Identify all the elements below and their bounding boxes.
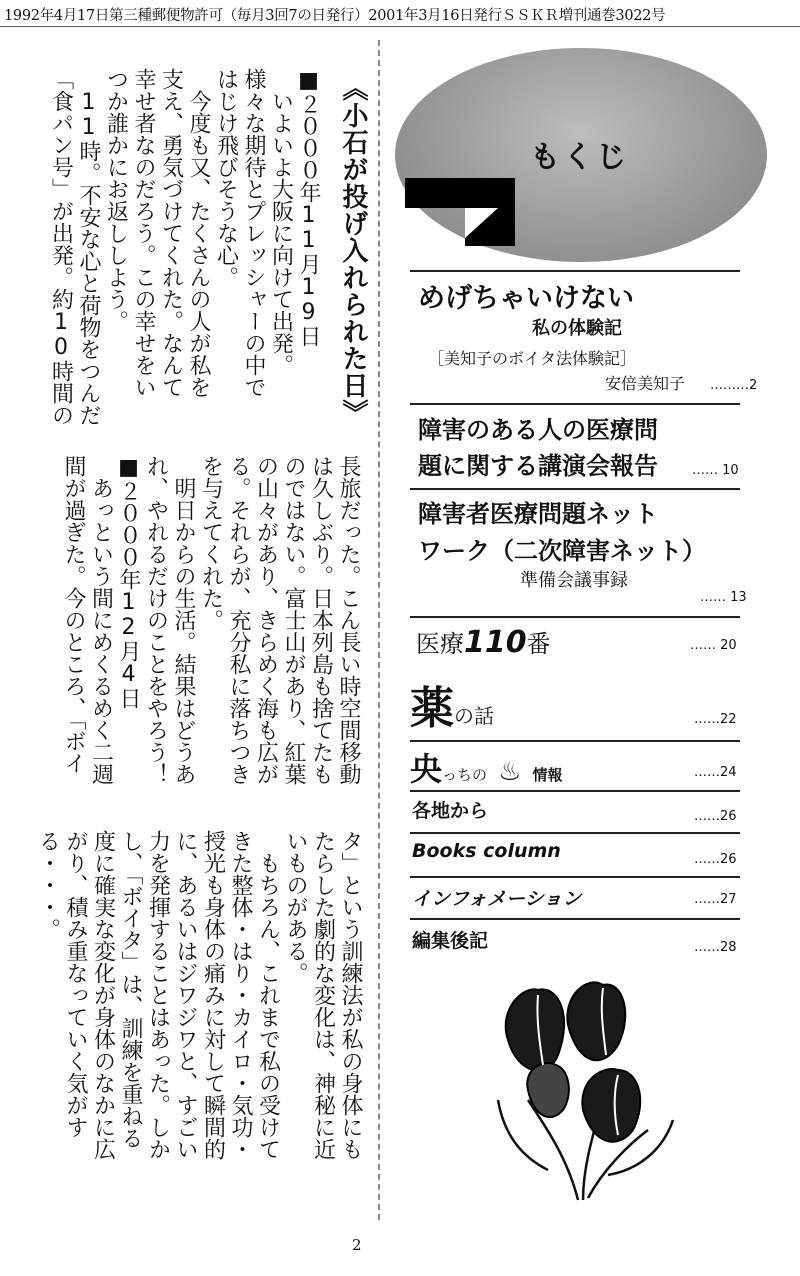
toc-rule xyxy=(410,740,740,742)
toc-logo-icon xyxy=(400,168,525,248)
article-line: 授光も身体の痛みに対して瞬間的 xyxy=(200,830,226,1160)
toc-item-3-title-line1: 障害者医療問題ネット xyxy=(418,500,658,528)
column-divider xyxy=(378,40,380,1220)
toc-item-3-subtitle: 準備会議事録 xyxy=(520,570,628,591)
toc-item-6-title xyxy=(410,744,563,790)
article-body-bottom xyxy=(34,830,364,1190)
article-line: 間が過ぎた。今のところ、「ボイ xyxy=(61,455,86,774)
article-line: がり、積み重なっていく気がす xyxy=(63,830,88,1138)
toc-item-4-page: …… 20 xyxy=(690,638,737,653)
article-title: 《小石が投げ入れられた日》 xyxy=(338,75,368,426)
toc-item-9-title: インフォメーション xyxy=(412,888,582,910)
toc-item-4-title xyxy=(416,624,551,660)
article-line: 支え、勇気づけてくれた。なんて xyxy=(158,68,184,398)
toc-item-1-author: 安倍美知子 xyxy=(605,374,686,393)
article-line: ■２０００年12月4日 xyxy=(116,455,141,709)
article-line: る・・・。 xyxy=(35,830,61,940)
article-line: し、「ボイタ」は、訓練を重ねる xyxy=(118,830,143,1149)
article-line: いよいよ大阪に向けて出発。 xyxy=(268,68,294,376)
article-line: タ」という訓練法が私の身体にも xyxy=(338,830,363,1160)
toc-item-8-title: Books column xyxy=(412,840,561,862)
article-line: 力を発揮することはあった。しか xyxy=(145,830,171,1160)
article-line: 度に確実な変化が身体のなかに広 xyxy=(90,830,116,1160)
toc-item-8-page: ……26 xyxy=(694,852,737,867)
toc-item-6-title-c: 情報 xyxy=(532,766,563,784)
toc-rule xyxy=(410,790,740,792)
toc-item-9-page: ……27 xyxy=(694,892,737,907)
toc-rule xyxy=(410,403,740,405)
toc-item-6-title-b: っちの xyxy=(442,766,488,784)
toc-item-4-title-a: 医療 xyxy=(416,630,464,658)
article-line: れ、やれるだけのことをやろう！ xyxy=(143,455,169,785)
toc-rule xyxy=(410,488,740,490)
toc-item-1-note: ［美知子のボイタ法体験記］ xyxy=(428,349,637,368)
article-line: 今度も又、たくさんの人が私を xyxy=(186,68,211,398)
toc-item-4-title-c: 番 xyxy=(526,630,551,658)
toc-rule xyxy=(410,876,740,878)
tulip-illustration xyxy=(488,970,678,1210)
toc-item-1-page: ………2 xyxy=(710,378,758,393)
article-line: 11時。不安な心と荷物をつんだ xyxy=(76,68,101,426)
toc-item-2-page: …… 10 xyxy=(692,463,739,478)
article-line: 幸せ者なのだろう。この幸せをい xyxy=(131,68,156,398)
toc-item-5-title-b: の話 xyxy=(454,704,494,728)
article-line: 明日からの生活。結果はどうあ xyxy=(171,455,196,785)
article-line: のではない。富士山があり、紅葉 xyxy=(281,455,306,785)
article-line: つか誰かにお返ししよう。 xyxy=(103,68,129,332)
toc-item-10-title: 編集後記 xyxy=(412,930,489,952)
article-line: いものがある。 xyxy=(283,830,308,984)
toc-item-5-title-a: 薬 xyxy=(410,683,454,734)
toc-item-2-title-line1: 障害のある人の医療問 xyxy=(418,416,658,444)
article-line: もちろん、これまで私の受けて xyxy=(255,830,281,1160)
article-line: を与えてくれた。 xyxy=(198,455,224,631)
article-line: きた整体・はり・カイロ・気功・ xyxy=(228,830,253,1160)
toc-heading: もくじ xyxy=(530,140,629,175)
toc-item-1-title: めげちゃいけない xyxy=(418,283,634,314)
article-line: 様々な期待とプレッシャーの中で xyxy=(241,68,266,398)
toc-item-5-page: ……22 xyxy=(694,712,737,727)
article-line: の山々があり、きらめく海も広が xyxy=(253,455,279,785)
article-line: あっという間にめくるめく二週 xyxy=(88,455,114,785)
hot-spring-icon: ♨ xyxy=(498,757,522,787)
article-line: 「食パン号」が出発。約10時間の xyxy=(48,68,74,426)
toc-item-5-title xyxy=(410,672,494,736)
toc-item-1-subtitle: 私の体験記 xyxy=(532,318,622,339)
toc-item-7-page: ……26 xyxy=(694,809,737,824)
article-line: に、あるいはジワジワと、すごい xyxy=(173,830,198,1160)
article-line: る。それらが、充分私に落ちつき xyxy=(226,455,251,785)
article-line: 長旅だった。こん長い時空間移動 xyxy=(336,455,361,785)
toc-rule xyxy=(410,270,740,272)
header-rule xyxy=(0,26,800,27)
toc-item-4-title-b: 110 xyxy=(464,625,527,660)
article-line: は久しぶり。日本列島も捨てたも xyxy=(308,455,334,785)
article-body-middle xyxy=(60,455,363,810)
toc-item-2-title-line2: 題に関する講演会報告 xyxy=(418,452,658,480)
toc-item-6-title-a: 央 xyxy=(410,750,443,788)
publication-header: 1992年4月17日第三種郵便物許可（毎月3回7の日発行）2001年3月16日発行ＳＳＫＲ増刊通巻3022号 xyxy=(4,8,666,24)
page-number: 2 xyxy=(352,1236,362,1254)
article-line: ■２０００年11月19日 xyxy=(296,68,321,347)
toc-rule xyxy=(410,918,740,920)
toc-rule xyxy=(410,616,740,618)
article-line: たらした劇的な変化は、神秘に近 xyxy=(310,830,336,1160)
toc-item-10-page: ……28 xyxy=(694,940,737,955)
toc-item-3-page: …… 13 xyxy=(700,590,747,605)
article-body-top xyxy=(47,68,322,443)
toc-item-7-title: 各地から xyxy=(412,800,489,822)
toc-rule xyxy=(410,832,740,834)
toc-item-3-title-line2: ワーク（二次障害ネット） xyxy=(418,537,706,565)
toc-item-6-page: ……24 xyxy=(694,765,737,780)
article-line: はじけ飛びそうな心。 xyxy=(213,68,239,288)
